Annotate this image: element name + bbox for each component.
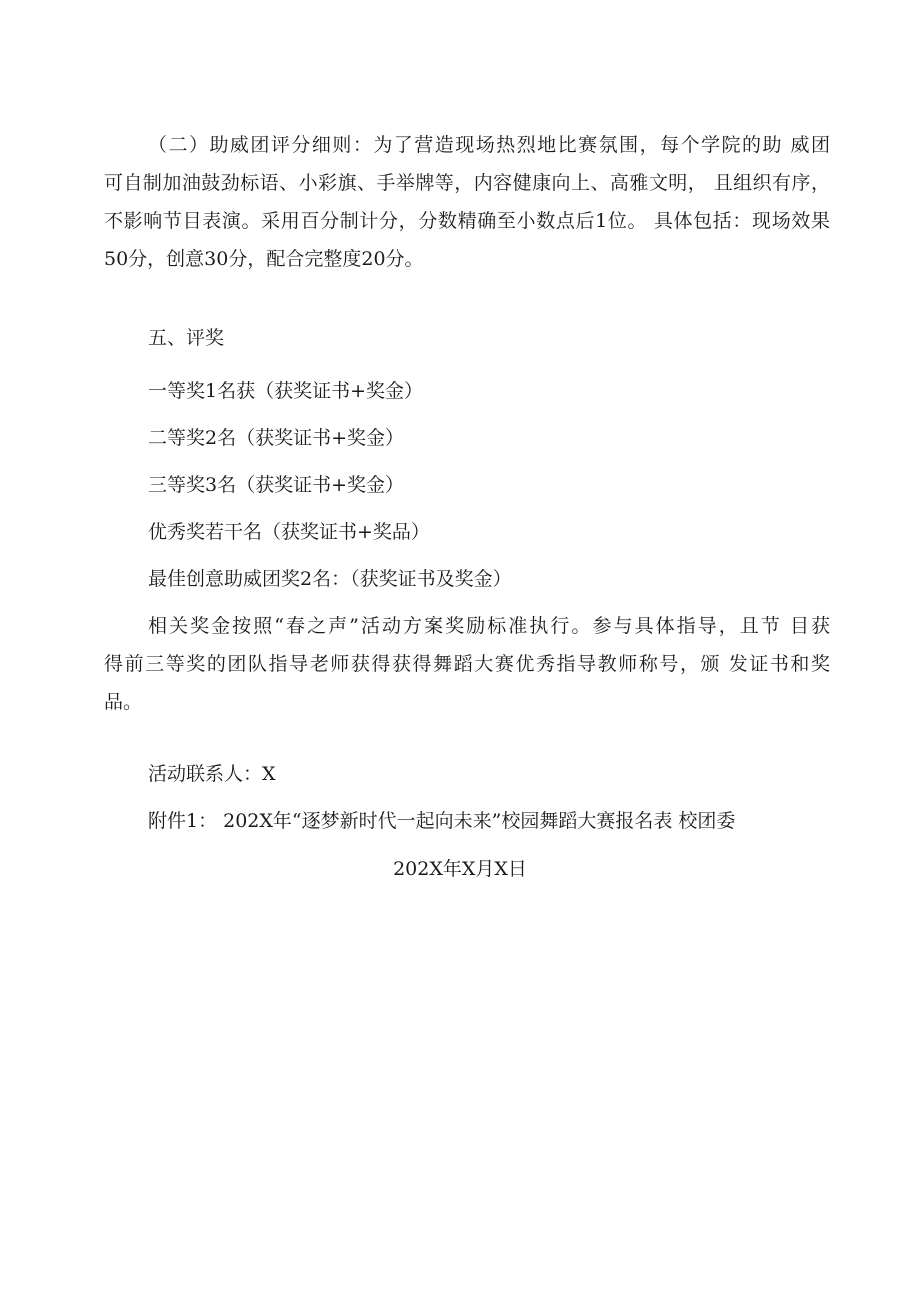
document-date: 202X年X月X日 (393, 858, 527, 880)
cheer-scoring-paragraph (104, 126, 830, 278)
paragraph-line: 可自制加油鼓劲标语、小彩旗、手举牌等，内容健康向上、高雅文明， 且组织有序， (104, 172, 830, 194)
paragraph-line: 不影响节目表演。采用百分制计分，分数精确至小数点后1位。 具体包括：现场效果 (104, 210, 830, 232)
award-item: 优秀奖若干名（获奖证书+奖品） (148, 521, 430, 543)
attachment-text: 附件1： 202X年“逐梦新时代一起向未来”校园舞蹈大赛报名表 校团委 (148, 810, 736, 832)
section-heading: 五、评奖 (148, 327, 225, 349)
paragraph-line: 得前三等奖的团队指导老师获得获得舞蹈大赛优秀指导教师称号，颁 发证书和奖 (104, 653, 830, 675)
paragraph-line: 品。 (104, 691, 143, 713)
paragraph-line: 相关奖金按照“春之声”活动方案奖励标准执行。参与具体指导，且节 目获 (148, 615, 830, 637)
attachment-line (104, 802, 830, 840)
awards-list (104, 368, 830, 603)
award-note-paragraph (104, 607, 830, 721)
contact-line (104, 755, 830, 793)
award-item: 三等奖3名（获奖证书+奖金） (148, 474, 405, 496)
award-item: 一等奖1名获（获奖证书+奖金） (148, 380, 424, 402)
contact-text: 活动联系人：X (148, 763, 276, 785)
paragraph-line: （二）助威团评分细则：为了营造现场热烈地比赛氛围，每个学院的助 威团 (148, 134, 830, 156)
paragraph-line: 50分，创意30分，配合完整度20分。 (104, 248, 424, 270)
awards-section (104, 319, 830, 357)
award-item: 二等奖2名（获奖证书+奖金） (148, 427, 405, 449)
award-item: 最佳创意助威团奖2名：（获奖证书及奖金） (148, 568, 512, 590)
